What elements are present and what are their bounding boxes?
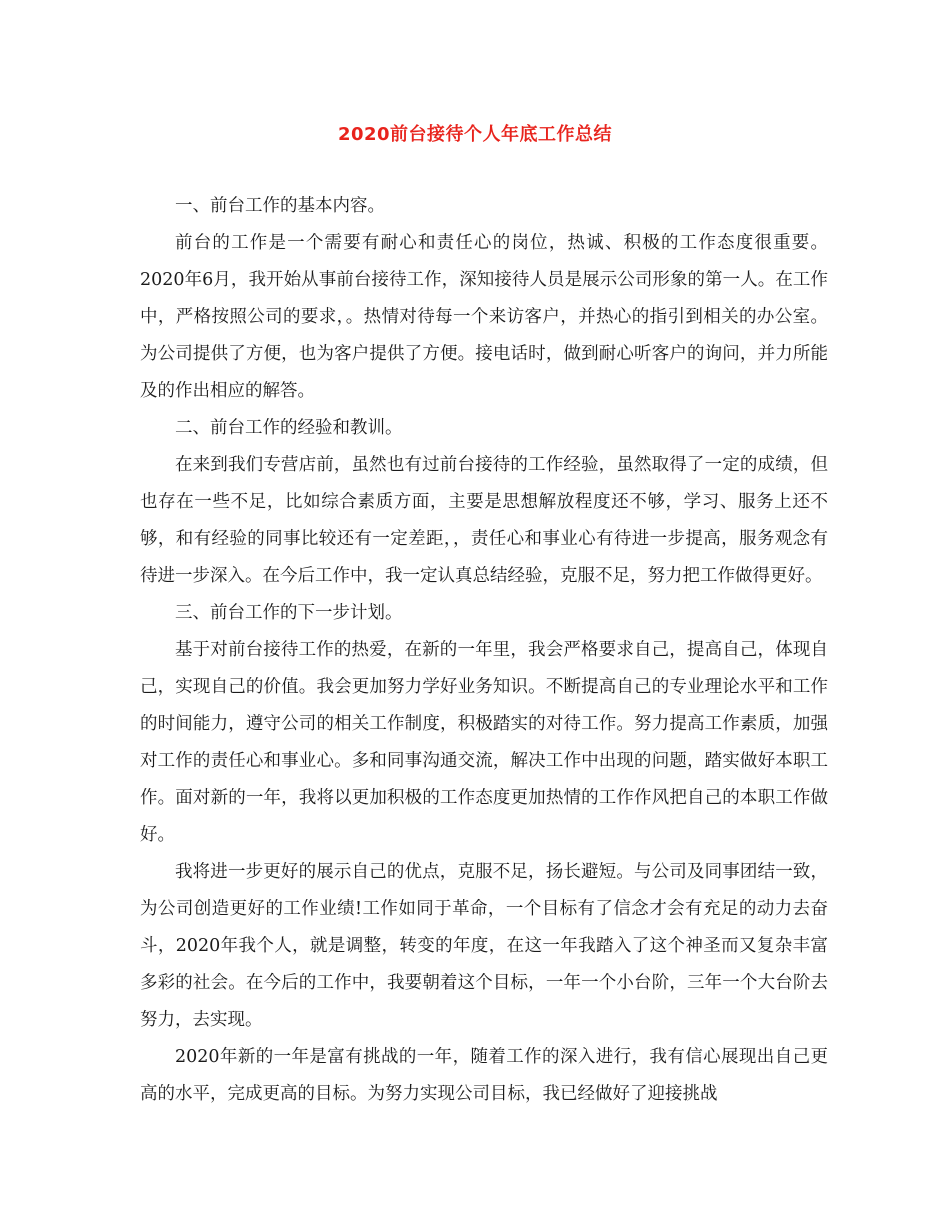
paragraph-3: 基于对前台接待工作的热爱，在新的一年里，我会严格要求自己，提高自己，体现自己，实现自己的价值。我会更加努力学好业务知识。不断提高自己的专业理论水平和工作的时间能力，遵守公司的相关工作制度，积极踏实的对待工作。努力提高工作素质，加强对工作的责任心和事业心。多和同事沟通交流，解决工作中出现的问题，踏实做好本职工作。面对新的一年，我将以更加积极的工作态度更加热情的工作作风把自己的本职工作做好。 [140, 640, 828, 845]
section-heading-2: 二、前台工作的经验和教训。 [175, 418, 403, 438]
paragraph-2: 在来到我们专营店前，虽然也有过前台接待的工作经验，虽然取得了一定的成绩，但也存在一些不足，比如综合素质方面，主要是思想解放程度还不够，学习、服务上还不够，和有经验的同事比较还有一定差距，，责任心和事业心有待进一步提高，服务观念有待进一步深入。在今后工作中，我一定认真总结经验，克服不足，努力把工作做得更好。 [140, 455, 828, 586]
paragraph-5: 2020年新的一年是富有挑战的一年，随着工作的深入进行，我有信心展现出自己更高的水平，完成更高的目标。为努力实现公司目标，我已经做好了迎接挑战 [140, 1047, 828, 1104]
document-body [140, 188, 828, 1113]
section-heading-3: 三、前台工作的下一步计划。 [175, 603, 403, 623]
section-heading-1: 一、前台工作的基本内容。 [175, 196, 385, 216]
paragraph-4: 我将进一步更好的展示自己的优点，克服不足，扬长避短。与公司及同事团结一致，为公司创造更好的工作业绩!工作如同于革命，一个目标有了信念才会有充足的动力去奋斗，2020年我个人，就是调整，转变的年度，在这一年我踏入了这个神圣而又复杂丰富多彩的社会。在今后的工作中，我要朝着这个目标，一年一个小台阶，三年一个大台阶去努力，去实现。 [140, 862, 828, 1030]
paragraph-1: 前台的工作是一个需要有耐心和责任心的岗位，热诚、积极的工作态度很重要。2020年6月，我开始从事前台接待工作，深知接待人员是展示公司形象的第一人。在工作中，严格按照公司的要求，。热情对待每一个来访客户，并热心的指引到相关的办公室。为公司提供了方便，也为客户提供了方便。接电话时，做到耐心听客户的询问，并力所能及的作出相应的解答。 [140, 233, 828, 401]
document-title: 2020前台接待个人年底工作总结 [337, 124, 613, 145]
